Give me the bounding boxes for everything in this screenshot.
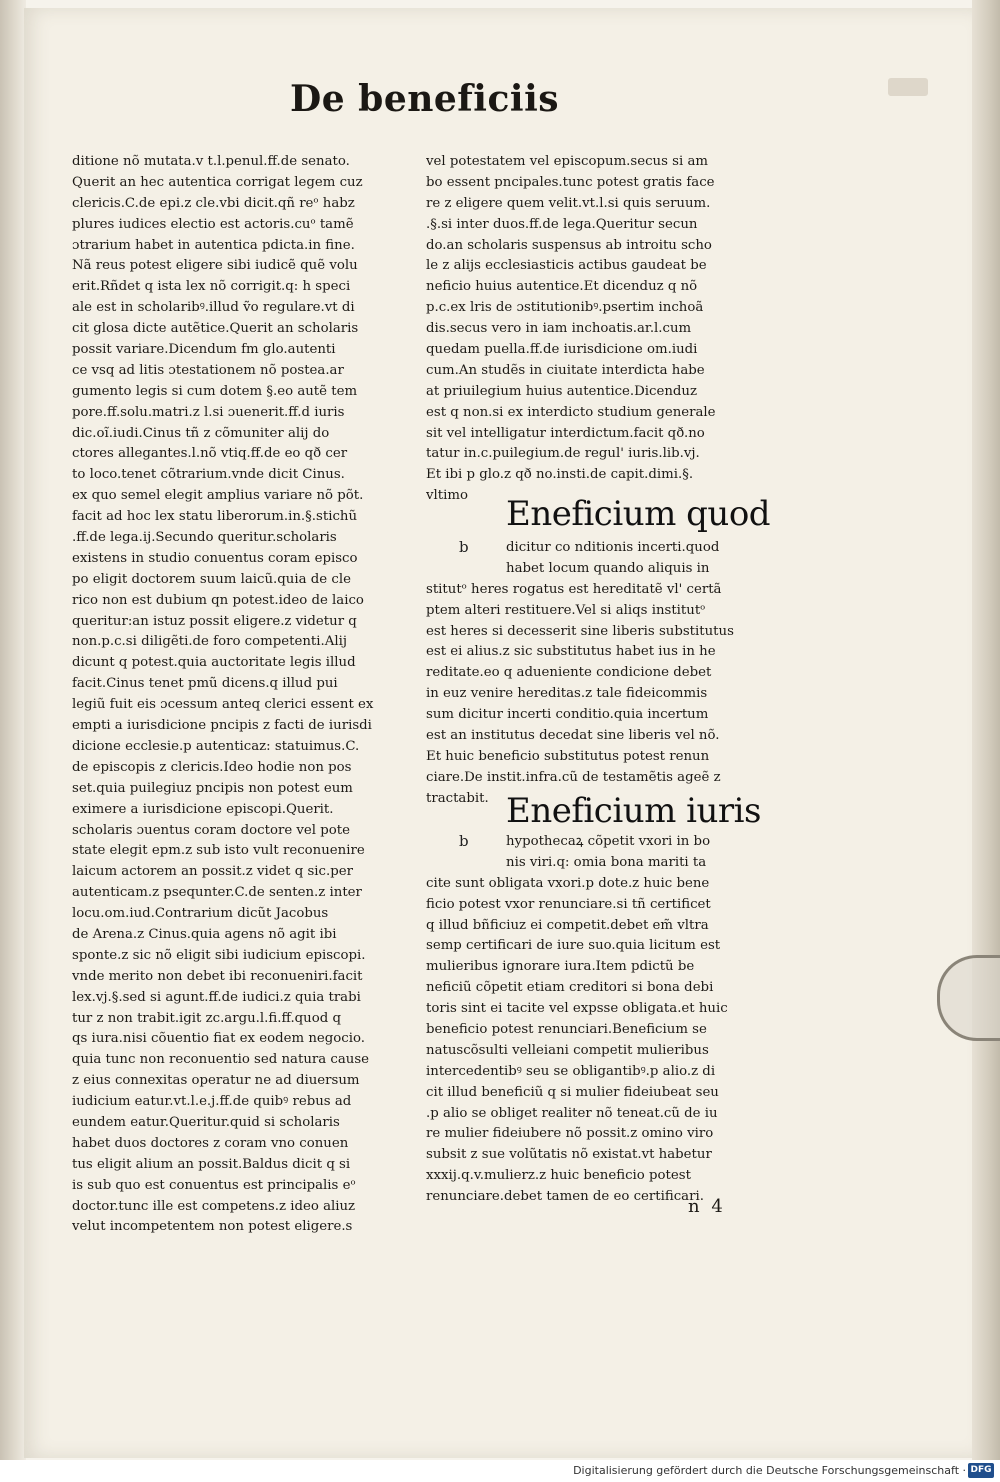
text-line: intercedentibꝰ seu se obligantibꝰ.p alio.z di bbox=[426, 1063, 716, 1079]
signature-mark: n 4 bbox=[688, 1196, 726, 1217]
footer-bar bbox=[0, 1460, 1000, 1482]
binding-edge bbox=[0, 0, 26, 1460]
text-line: cit glosa dicte autẽtice.Querit an scholaris bbox=[72, 321, 359, 337]
text-line: sit vel intelligatur interdictum.facit qð.no bbox=[426, 425, 705, 441]
text-line: Nã reus potest eligere sibi iudicẽ quẽ volu bbox=[72, 258, 358, 274]
text-line: velut incompetentem non potest eligere.s bbox=[72, 1219, 353, 1235]
text-line: cum.An studẽs in ciuitate interdicta habe bbox=[426, 362, 705, 378]
text-line: scholaris ɔuentus coram doctore vel pote bbox=[72, 822, 351, 838]
text-line: semp certificari de iure suo.quia licitum est bbox=[426, 938, 721, 954]
text-line: tus eligit alium an possit.Baldus dicit q si bbox=[72, 1156, 351, 1172]
text-line: dicione ecclesie.p autenticaz: statuimus.C. bbox=[72, 738, 360, 754]
text-line: est an institutus decedat sine liberis vel nõ. bbox=[426, 728, 720, 744]
text-line: vel potestatem vel episcopum.secus si am bbox=[426, 154, 709, 169]
text-line: beneficio potest renunciari.Beneficium se bbox=[426, 1022, 707, 1038]
text-line: eximere a iurisdicione episcopi.Querit. bbox=[72, 801, 334, 817]
text-line: non.p.c.si diligẽti.de foro competenti.Alij bbox=[72, 634, 347, 650]
text-line: ditione nõ mutata.v t.l.penul.ff.de senato. bbox=[72, 154, 350, 169]
text-line: le z alijs ecclesiasticis actibus gaudeat be bbox=[426, 258, 707, 274]
text-line: est ei alius.z sic substitutus habet ius in he bbox=[426, 644, 716, 660]
text-line: tractabit. bbox=[426, 790, 489, 806]
text-line: legiũ fuit eis ɔcessum anteq clerici essent ex bbox=[72, 697, 374, 713]
text-line: neficio huius autentice.Et dicenduz q nõ bbox=[426, 279, 698, 295]
guide-letter-2: b bbox=[459, 832, 469, 850]
text-line: ptem alteri restituere.Vel si aliqs institutᵒ bbox=[426, 602, 706, 618]
lemma-2-text bbox=[426, 832, 776, 1208]
text-line: .§.si inter duos.ff.de lega.Queritur secun bbox=[426, 216, 698, 232]
text-line: facit ad hoc lex statu liberorum.in.§.stichũ bbox=[72, 509, 358, 525]
text-line: existens in studio conuentus coram episco bbox=[72, 550, 358, 566]
right-column-top bbox=[426, 152, 774, 507]
text-line: qs iura.nisi cõuentio fiat ex eodem negocio. bbox=[72, 1031, 365, 1047]
text-line: ciare.De instit.infra.cũ de testamẽtis ageẽ z bbox=[426, 769, 721, 785]
guide-letter-1: b bbox=[459, 538, 469, 556]
text-line: subsit z sue volũtatis nõ existat.vt habetur bbox=[426, 1147, 712, 1163]
text-line: state elegit epm.z sub isto vult reconuenire bbox=[72, 843, 365, 859]
text-line: ale est in scholaribꝰ.illud ṽo regulare.vt di bbox=[72, 300, 355, 316]
text-line: .ff.de lega.ij.Secundo queritur.scholaris bbox=[72, 530, 337, 546]
text-line: dic.oĩ.iudi.Cinus tñ z cõmuniter alij do bbox=[72, 425, 330, 441]
lemma-heading-1: Eneficium quod bbox=[506, 494, 771, 534]
text-line: plures iudices electio est actoris.cuᵒ tamẽ bbox=[72, 216, 354, 232]
text-line: neficiũ cõpetit etiam creditori si bona debi bbox=[426, 980, 714, 996]
text-line: po eligit doctorem suum laicũ.quia de cle bbox=[72, 571, 351, 587]
text-line: lex.vj.§.sed si agunt.ff.de iudici.z quia trabi bbox=[72, 989, 361, 1005]
page-edge bbox=[972, 0, 1000, 1460]
text-line: iudicium eatur.vt.l.e.j.ff.de quibꝰ rebus ad bbox=[72, 1094, 352, 1110]
text-line: empti a iurisdicione pncipis z facti de iurisdi bbox=[72, 718, 372, 734]
text-line: tur z non trabit.igit zc.argu.l.fi.ff.quod q bbox=[72, 1010, 342, 1026]
text-line: ficio potest vxor renunciare.si tñ certificet bbox=[426, 896, 711, 912]
text-line: quia tunc non reconuentio sed natura cause bbox=[72, 1052, 370, 1068]
text-line: renunciare.debet tamen de eo certificari. bbox=[426, 1189, 704, 1205]
text-line: est heres si decesserit sine liberis substitutus bbox=[426, 623, 734, 639]
text-line: erit.Rñdet q ista lex nõ corrigit.q: h speci bbox=[72, 279, 351, 295]
text-line: quedam puella.ff.de iurisdicione om.iudi bbox=[426, 342, 698, 358]
text-line: ce vsq ad litis ɔtestationem nõ postea.ar bbox=[72, 362, 344, 378]
text-line: nis viri.q: omia bona mariti ta bbox=[506, 854, 707, 870]
show-through-mark bbox=[888, 78, 928, 96]
text-line: locu.om.iud.Contrarium dicũt Jacobus bbox=[72, 906, 329, 922]
footer-credit: Digitalisierung gefördert durch die Deutsche Forschungsgemeinschaft · bbox=[573, 1464, 966, 1477]
text-line: q illud bñficiuz ei competit.debet em̃ vltra bbox=[426, 917, 709, 933]
text-line: de episcopis z clericis.Ideo hodie non pos bbox=[72, 759, 352, 775]
text-line: is sub quo est conuentus est principalis eᵒ bbox=[72, 1177, 356, 1193]
text-line: set.quia puilegiuz pncipis non potest eum bbox=[72, 780, 353, 796]
text-line: in euz venire hereditas.z tale fideicommis bbox=[426, 686, 708, 702]
text-line: gumento legis si cum dotem §.eo autẽ tem bbox=[72, 383, 358, 399]
text-line: dis.secus vero in iam inchoatis.ar.l.cum bbox=[426, 321, 692, 337]
text-line: Querit an hec autentica corrigat legem cuz bbox=[72, 174, 363, 190]
text-line: re mulier fideiubere nõ possit.z omino viro bbox=[426, 1126, 714, 1142]
text-line: doctor.tunc ille est competens.z ideo aliuz bbox=[72, 1198, 356, 1214]
text-line: Et huic beneficio substitutus potest renun bbox=[426, 748, 710, 764]
left-column bbox=[72, 152, 412, 1238]
text-line: sum dicitur incerti conditio.quia incertum bbox=[426, 707, 709, 723]
text-line: habet locum quando aliquis in bbox=[506, 560, 710, 576]
text-line: toris sint ei tacite vel expsse obligata.et huic bbox=[426, 1001, 728, 1017]
text-line: xxxij.q.v.mulierz.z huic beneficio potest bbox=[426, 1168, 691, 1184]
text-line: est q non.si ex interdicto studium generale bbox=[426, 404, 716, 420]
text-line: mulieribus ignorare iura.Item pdictũ be bbox=[426, 959, 695, 975]
text-line: pore.ff.solu.matri.z l.si ɔuenerit.ff.d iuris bbox=[72, 404, 345, 420]
text-line: ctores allegantes.l.nõ vtiq.ff.de eo qð cer bbox=[72, 446, 348, 462]
text-line: .p alio se obliget realiter nõ teneat.cũ de iu bbox=[426, 1105, 718, 1121]
text-line: eundem eatur.Queritur.quid si scholaris bbox=[72, 1114, 340, 1130]
text-line: possit variare.Dicendum fm glo.autenti bbox=[72, 342, 336, 358]
text-line: ɔtrarium habet in autentica pdicta.in fine. bbox=[72, 237, 355, 253]
text-line: to loco.tenet cõtrarium.vnde dicit Cinus. bbox=[72, 467, 345, 483]
text-line: stitutᵒ heres rogatus est hereditatẽ vl' certã bbox=[426, 581, 722, 597]
text-line: bo essent pncipales.tunc potest gratis face bbox=[426, 174, 715, 190]
text-line: at priuilegium huius autentice.Dicenduz bbox=[426, 383, 697, 399]
text-line: cit illud beneficiũ q si mulier fideiubeat seu bbox=[426, 1084, 719, 1100]
lemma-1-text bbox=[426, 538, 776, 810]
text-line: ex quo semel elegit amplius variare nõ põt. bbox=[72, 488, 364, 504]
text-line: rico non est dubium qn potest.ideo de laico bbox=[72, 592, 364, 608]
lemma-heading-2: Eneficium iuris bbox=[506, 791, 762, 831]
running-head: De beneficiis bbox=[290, 78, 560, 120]
text-line: clericis.C.de epi.z cle.vbi dicit.qñ reᵒ habz bbox=[72, 195, 355, 211]
text-line: sponte.z sic nõ eligit sibi iudicium episcopi. bbox=[72, 947, 366, 963]
text-line: autenticam.z psequnter.C.de senten.z inter bbox=[72, 885, 362, 901]
text-line: p.c.ex lris de ɔstitutionibꝰ.psertim inchoã bbox=[426, 300, 704, 316]
text-line: z eius connexitas operatur ne ad diuersum bbox=[72, 1073, 360, 1089]
text-line: tatur in.c.puilegium.de regul' iuris.lib.vj. bbox=[426, 446, 700, 462]
text-line: cite sunt obligata vxori.p dote.z huic bene bbox=[426, 875, 710, 891]
text-line: dicunt q potest.quia auctoritate legis illud bbox=[72, 655, 356, 671]
text-line: laicum actorem an possit.z videt q sic.per bbox=[72, 864, 353, 880]
text-line: de Arena.z Cinus.quia agens nõ agit ibi bbox=[72, 926, 337, 942]
text-line: reditate.eo q adueniente condicione debet bbox=[426, 665, 712, 681]
text-line: do.an scholaris suspensus ab introitu scho bbox=[426, 237, 712, 253]
dfg-logo-icon: DFG bbox=[968, 1463, 994, 1478]
text-line: hypothecaꝝ cõpetit vxori in bo bbox=[506, 834, 711, 849]
text-line: habet duos doctores z coram vno conuen bbox=[72, 1135, 349, 1151]
text-line: vltimo bbox=[426, 488, 468, 504]
text-line: Et ibi p glo.z qð no.insti.de capit.dimi.§. bbox=[426, 467, 694, 483]
text-line: facit.Cinus tenet pmũ dicens.q illud pui bbox=[72, 676, 338, 692]
text-line: natuscõsulti velleiani competit mulieribus bbox=[426, 1042, 709, 1058]
text-line: queritur:an istuz possit eligere.z videtur q bbox=[72, 613, 357, 629]
text-line: dicitur co nditionis incerti.quod bbox=[506, 540, 720, 555]
text-line: vnde merito non debet ibi reconueniri.facit bbox=[72, 968, 363, 984]
text-line: re z eligere quem velit.vt.l.si quis seruum. bbox=[426, 195, 711, 211]
